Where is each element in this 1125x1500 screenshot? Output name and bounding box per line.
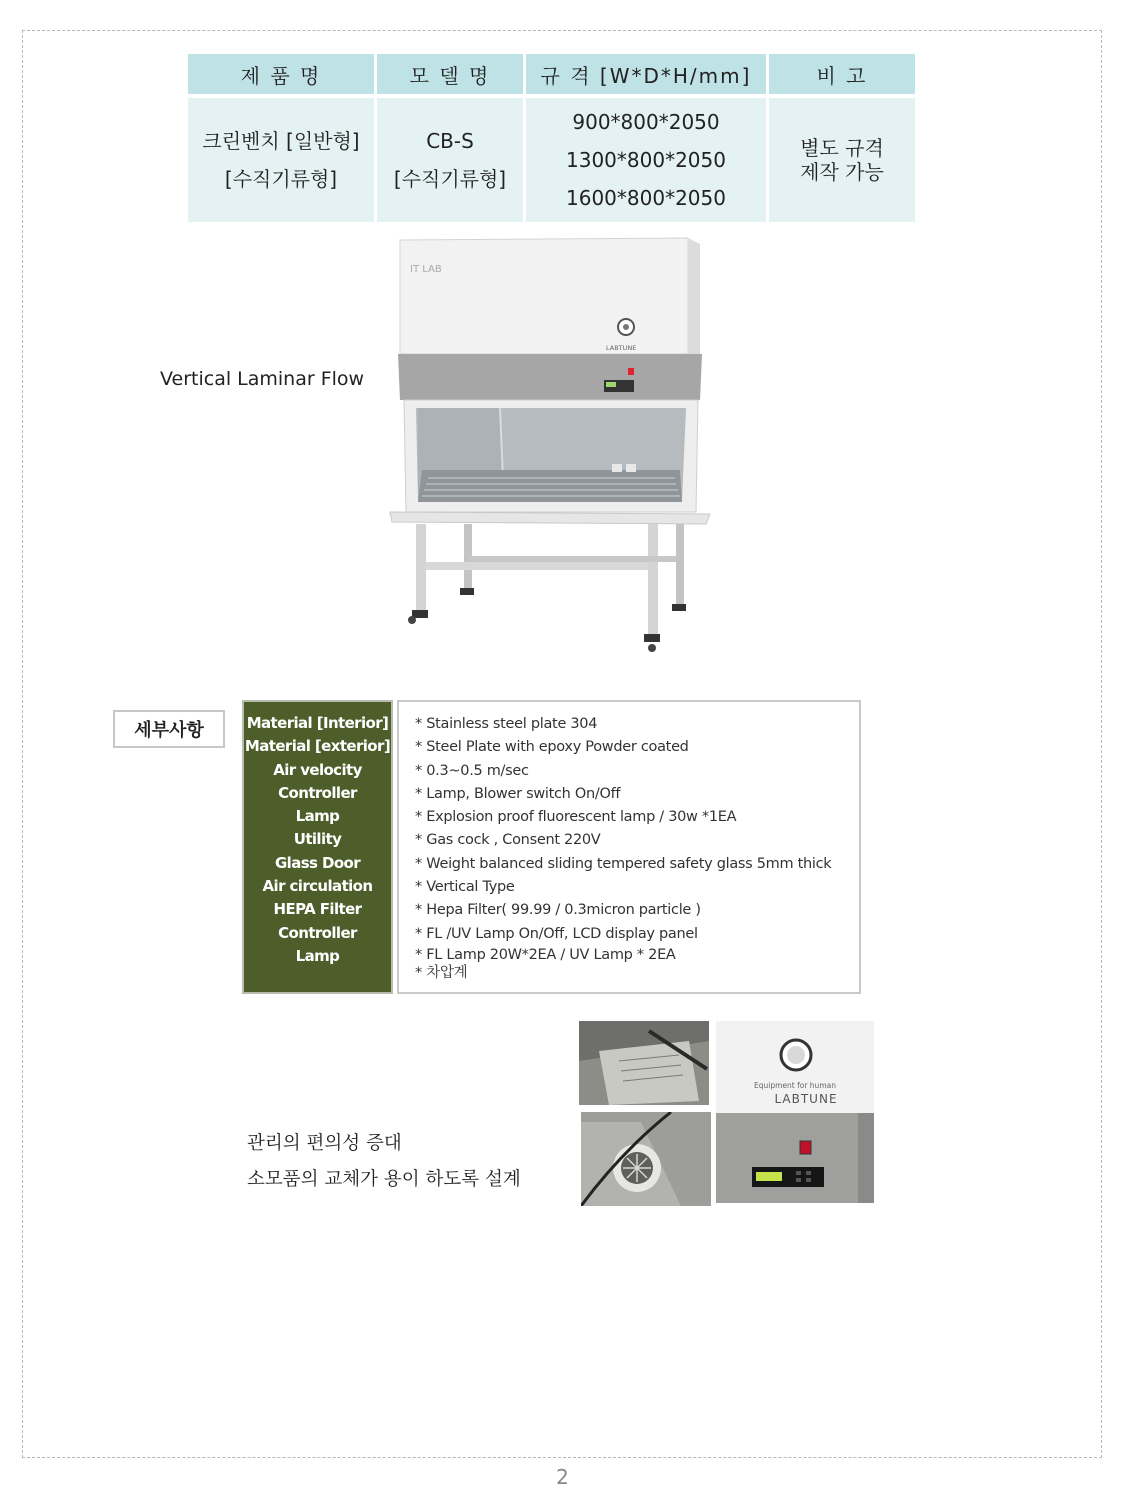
labtune-logo: LABTUNE [606,344,637,352]
detail-value: * Vertical Type [415,879,515,896]
detail-label: HEPA Filter [273,900,362,919]
photo-fan-filter [581,1112,711,1206]
details-value-column [397,700,861,994]
product-name-line: [수직기류형] [224,167,338,191]
detail-value: * Steel Plate with epoxy Powder coated [415,739,689,756]
maintenance-line: 소모품의 교체가 용이 하도록 설계 [247,1169,521,1190]
model-name-line: CB-S [426,129,474,153]
detail-value: * Weight balanced sliding tempered safety glass 5mm thick [415,855,832,872]
panel-caption: Equipment for human [754,1081,836,1090]
maintenance-line: 관리의 편의성 증대 [247,1133,402,1154]
detail-value: * FL Lamp 20W*2EA / UV Lamp * 2EA [415,946,676,963]
remark-line: 제작 가능 [800,160,884,184]
remark-line: 별도 규격 [800,136,884,160]
detail-label: Glass Door [274,853,361,872]
header-product-name: 제 품 명 [188,54,374,94]
detail-value: * Gas cock , Consent 220V [415,832,601,849]
details-label-column [242,700,393,994]
detail-label: Utility [293,830,342,849]
detail-label: Material [exterior] [244,737,391,756]
photo-control-panel [716,1021,874,1203]
panel-brand: LABTUNE [774,1092,838,1106]
details-badge: 세부사항 [113,710,225,748]
detail-value: * 차압계 [415,964,468,981]
product-name-line: 크린벤치 [일반형] [202,129,360,153]
product-label: Vertical Laminar Flow [160,368,365,390]
detail-label: Material [Interior] [246,714,389,732]
detail-value: * Explosion proof fluorescent lamp / 30w *1EA [415,809,737,826]
detail-label: Air circulation [262,877,373,896]
photo-interior-top [579,1021,709,1105]
spec-cell [526,98,766,222]
detail-value: * FL /UV Lamp On/Off, LCD display panel [415,925,698,942]
header-remark: 비 고 [769,54,915,94]
model-name-cell [377,98,523,222]
detail-label: Controller [278,783,357,802]
detail-label: Lamp [295,946,340,965]
remark-cell [769,98,915,222]
detail-value: * 0.3~0.5 m/sec [415,762,529,779]
detail-value: * Stainless steel plate 304 [415,716,598,732]
detail-value: * Lamp, Blower switch On/Off [415,785,621,802]
clean-bench-image [370,232,730,660]
spec-line: 1600*800*2050 [566,186,726,210]
detail-label: Lamp [295,807,340,826]
detail-label: Air velocity [273,760,362,779]
spec-line: 900*800*2050 [572,110,720,134]
spec-table [188,54,915,222]
itlab-logo: IT LAB [410,264,442,275]
detail-label: Controller [278,923,357,942]
product-name-cell [188,98,374,222]
page-number: 2 [556,1465,569,1489]
model-name-line: [수직기류형] [393,167,507,191]
header-model-name: 모 델 명 [377,54,523,94]
detail-value: * Hepa Filter( 99.99 / 0.3micron particle ) [415,902,701,919]
spec-line: 1300*800*2050 [566,148,726,172]
header-spec: 규 격 [W*D*H/mm] [526,54,766,94]
maintenance-text [247,1126,521,1198]
